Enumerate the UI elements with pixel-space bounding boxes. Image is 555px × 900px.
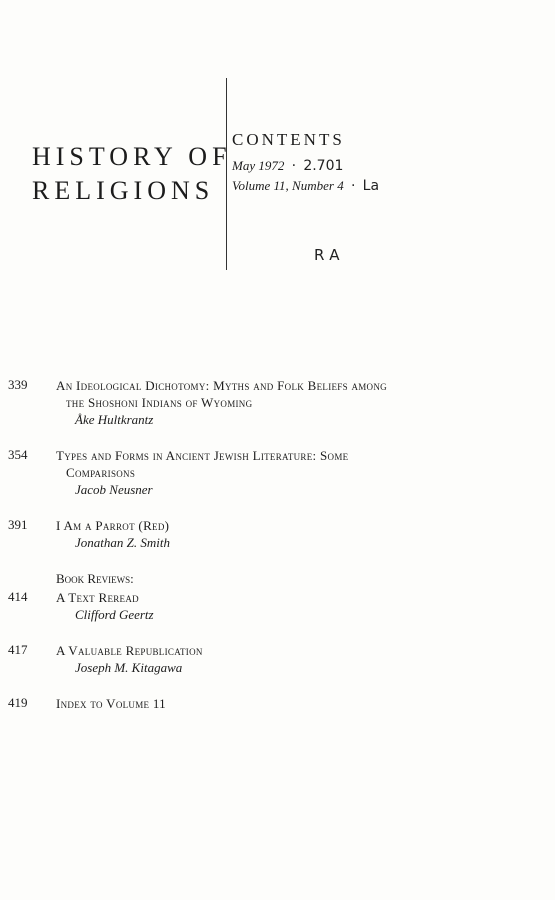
entry-author: Jonathan Z. Smith xyxy=(75,535,170,550)
journal-title-line-1: HISTORY OF xyxy=(32,142,232,171)
contents-entry xyxy=(0,589,555,624)
entry-author: Clifford Geertz xyxy=(75,607,154,622)
entry-title-line-2: Comparisons xyxy=(66,465,136,480)
entry-title xyxy=(56,377,486,411)
issue-date-mark: · xyxy=(291,158,297,174)
issue-volume-text: Volume 11, Number 4 xyxy=(232,178,344,193)
contents-block xyxy=(232,130,379,196)
entry-title: Index to Volume 11 xyxy=(56,696,166,711)
contents-entry xyxy=(0,642,555,677)
journal-title-line-2: RELIGIONS xyxy=(32,175,215,205)
entry-author: Åke Hultkrantz xyxy=(75,412,154,427)
entry-page-number: 417 xyxy=(8,642,28,657)
issue-volume-mark: · xyxy=(350,178,356,194)
issue-date-text: May 1972 xyxy=(232,158,285,173)
journal-title xyxy=(32,140,232,208)
entry-title-line-1: Types and Forms in Ancient Jewish Literature: Some xyxy=(56,448,349,463)
contents-heading: CONTENTS xyxy=(232,130,345,149)
book-reviews-label: Book Reviews: xyxy=(56,571,134,586)
entry-author: Joseph M. Kitagawa xyxy=(75,660,183,675)
issue-volume xyxy=(232,176,379,196)
contents-list xyxy=(0,377,555,730)
contents-entry xyxy=(0,447,555,499)
entry-title xyxy=(56,447,486,481)
entry-page-number: 354 xyxy=(8,447,28,462)
entry-title-line-1: An Ideological Dichotomy: Myths and Folk Beliefs among xyxy=(56,378,387,393)
issue-date-handwriting: 2.701 xyxy=(303,158,344,174)
contents-entry xyxy=(0,377,555,429)
handwritten-mark: R A xyxy=(314,246,340,264)
entry-title: A Valuable Republication xyxy=(56,643,203,658)
entry-page-number: 339 xyxy=(8,377,28,392)
contents-entry xyxy=(0,695,555,712)
entry-title-line-2: the Shoshoni Indians of Wyoming xyxy=(66,395,253,410)
entry-author: Jacob Neusner xyxy=(75,482,153,497)
entry-page-number: 419 xyxy=(8,695,28,710)
entry-title: I Am a Parrot (Red) xyxy=(56,518,170,533)
entry-title: A Text Reread xyxy=(56,590,139,605)
entry-page-number: 391 xyxy=(8,517,28,532)
contents-entry xyxy=(0,517,555,552)
issue-volume-handwriting: La xyxy=(362,178,380,194)
entry-page-number: 414 xyxy=(8,589,28,604)
issue-date xyxy=(232,156,379,176)
